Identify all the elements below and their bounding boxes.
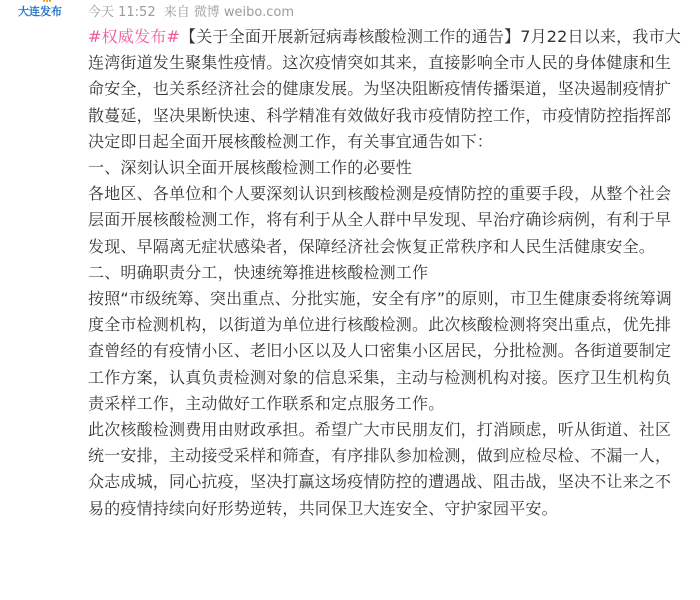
- paragraph-intro: [88, 24, 686, 155]
- section-heading-2: 二、明确职责分工，快速统筹推进核酸检测工作: [88, 262, 429, 282]
- account-avatar[interactable]: [18, 0, 74, 22]
- account-logo-text: 大连发布: [18, 5, 62, 18]
- paragraph-necessity: 各地区、各单位和个人要深刻认识到核酸检测是疫情防控的重要手段，从整个社会层面开展核酸检测工作，将有利于从全人群中早发现、早治疗确诊病例，有利于早发现、早隔离无症状感染者，保障经济社会恢复正常秩序和人民生活健康安全。: [88, 184, 672, 256]
- section-heading-1: 一、深刻认识全面开展核酸检测工作的必要性: [88, 158, 413, 178]
- post-meta: [88, 1, 298, 20]
- post-content: [88, 24, 686, 522]
- hashtag-link[interactable]: #权威发布#: [88, 27, 181, 46]
- paragraph-duties: 按照“市级统筹、突出重点、分批实施，安全有序”的原则，市卫生健康委将统筹调度全市检测机构，以街道为单位进行核酸检测。此次核酸检测将突出重点，优先排查曾经的有疫情小区、老旧小区以及人口密集小区居民，分批检测。各街道要制定工作方案，认真负责检测对象的信息采集，主动与检测机构对接。医疗卫生机构负责采样工作，主动做好工作联系和定点服务工作。: [88, 289, 672, 413]
- post-source[interactable]: 微博 weibo.com: [193, 5, 295, 20]
- post-source-prefix: 来自: [163, 5, 190, 20]
- paragraph-appeal: 此次核酸检测费用由财政承担。希望广大市民朋友们，打消顾虑，听从街道、社区统一安排，主动接受采样和筛查，有序排队参加检测，做到应检尽检、不漏一人，众志成城，同心抗疫，坚决打赢这场疫情防控的遭遇战、阻击战，坚决不让来之不易的疫情持续向好形势逆转，共同保卫大连安全、守护家园平安。: [88, 420, 672, 518]
- paragraph-text: 【关于全面开展新冠病毒核酸检测工作的通告】7月22日以来，我市大连湾街道发生聚集性疫情。这次疫情突如其来，直接影响全市人民的身体健康和生命安全，也关系经济社会的健康发展。为坚决阻断疫情传播渠道，坚决遏制疫情扩散蔓延，坚决果断快速、科学精准有效做好我市疫情防控工作，市疫情防控指挥部决定即日起全面开展核酸检测工作，有关事宜通告如下：: [88, 27, 681, 151]
- post-time[interactable]: 今天 11:52: [88, 5, 156, 20]
- logo-flame-icon: [42, 0, 52, 2]
